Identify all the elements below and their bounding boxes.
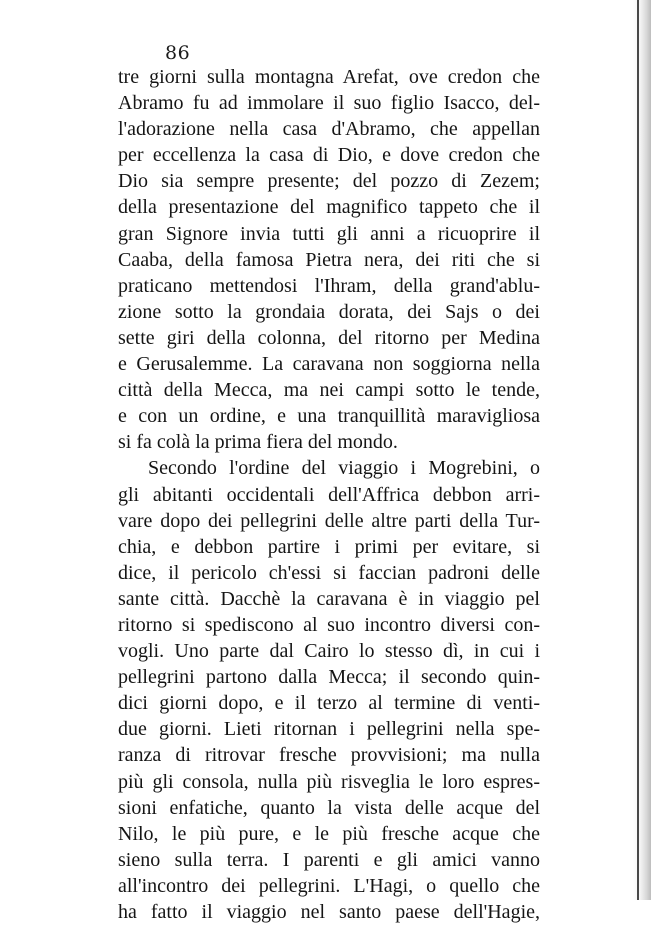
- text-line: per eccellenza la casa di Dio, e dove credon che: [118, 144, 540, 167]
- text-line: all'incontro dei pellegrini. L'Hagi, o quello che: [118, 874, 540, 897]
- text-line: sette giri della colonna, del ritorno per Medina: [118, 326, 540, 349]
- text-line: più gli consola, nulla più risveglia le loro espres-: [118, 770, 540, 793]
- text-line: ranza di ritrovar fresche provvisioni; ma nulla: [118, 744, 540, 767]
- text-line: città della Mecca, ma nei campi sotto le tende,: [118, 379, 540, 402]
- text-line: Nilo, le più pure, e le più fresche acque che: [118, 822, 540, 845]
- text-line: dici giorni dopo, e il terzo al termine di venti-: [118, 692, 540, 715]
- text-line: pellegrini partono dalla Mecca; il secondo quin-: [118, 666, 540, 689]
- text-line: sante città. Dacchè la caravana è in viaggio pel: [118, 587, 540, 610]
- text-line: l'adorazione nella casa d'Abramo, che appellan: [118, 118, 540, 141]
- paragraph-start-line: Secondo l'ordine del viaggio i Mogrebini, o: [148, 457, 540, 480]
- text-line: dice, il pericolo ch'essi si faccian padroni delle: [118, 561, 540, 584]
- text-line: ritorno si spediscono al suo incontro diversi con-: [118, 613, 540, 636]
- text-line: zione sotto la grondaia dorata, dei Sajs o dei: [118, 300, 540, 323]
- binding-edge: [637, 0, 639, 900]
- text-line: e Gerusalemme. La caravana non soggiorna nella: [118, 353, 540, 376]
- text-line: vare dopo dei pellegrini delle altre parti della Tur-: [118, 509, 540, 532]
- text-line: sioni enfatiche, quanto la vista delle acque del: [118, 796, 540, 819]
- text-line: Caaba, della famosa Pietra nera, dei riti che si: [118, 248, 540, 271]
- text-line: Dio sia sempre presente; del pozzo di Zezem;: [118, 170, 540, 193]
- text-line: della presentazione del magnifico tappeto che il: [118, 196, 540, 219]
- text-line: vogli. Uno parte dal Cairo lo stesso dì, in cui i: [118, 640, 540, 663]
- text-line: gran Signore invia tutti gli anni a ricuoprire il: [118, 222, 540, 245]
- text-line: Abramo fu ad immolare il suo figlio Isacco, del-: [118, 92, 540, 115]
- body-text: [118, 64, 540, 925]
- text-line: e con un ordine, e una tranquillità maravigliosa: [118, 405, 540, 428]
- text-line: chia, e debbon partire i primi per evitare, si: [118, 535, 540, 558]
- text-line: gli abitanti occidentali dell'Affrica debbon arri-: [118, 483, 540, 506]
- text-line: tre giorni sulla montagna Arefat, ove credon che: [118, 66, 540, 88]
- text-line: ha fatto il viaggio nel santo paese dell'Hagie,: [118, 901, 540, 923]
- page-number: 86: [165, 42, 191, 64]
- text-line: praticano mettendosi l'Ihram, della grand'ablu-: [118, 274, 540, 297]
- binding-shadow: [633, 0, 651, 900]
- paragraph-end-line: si fa colà la prima fiera del mondo.: [118, 431, 398, 454]
- text-line: due giorni. Lieti ritornan i pellegrini nella spe-: [118, 718, 540, 741]
- text-line: sieno sulla terra. I parenti e gli amici vanno: [118, 848, 540, 871]
